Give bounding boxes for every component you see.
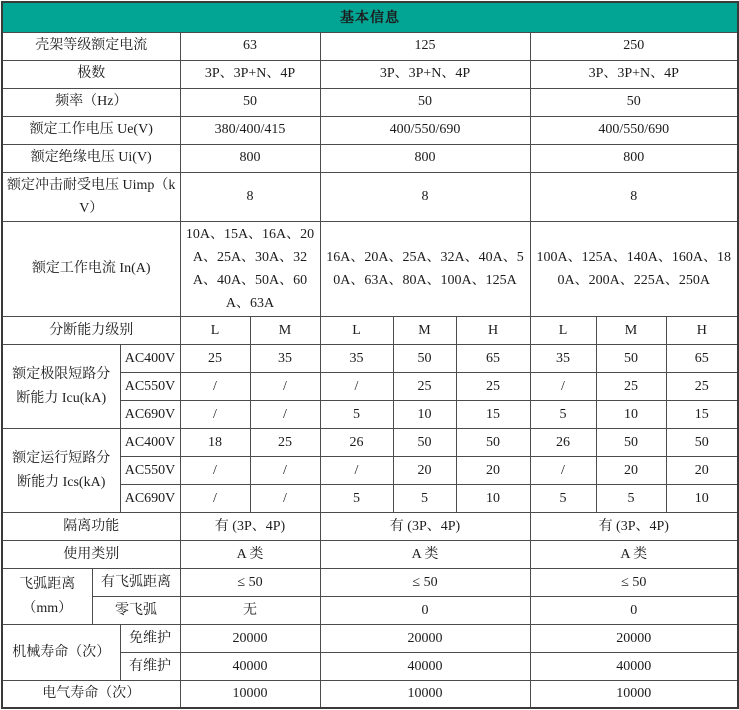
ics-value: 26: [320, 429, 393, 457]
in-label: 额定工作电流 In(A): [2, 221, 180, 316]
frame-current-value: 63: [180, 32, 320, 60]
row-mech-life-maintenance-free: [2, 625, 738, 653]
icu-value: 35: [530, 345, 596, 373]
ics-value: 50: [393, 429, 456, 457]
ics-value: 20: [596, 457, 666, 485]
in-value: 100A、125A、140A、160A、180A、200A、225A、250A: [530, 221, 738, 316]
ics-value: /: [250, 457, 320, 485]
in-value: 10A、15A、16A、20A、25A、30A、32A、40A、50A、60A、63A: [180, 221, 320, 316]
poles-value: 3P、3P+N、4P: [320, 60, 530, 88]
isolation-value: 有 (3P、4P): [320, 513, 530, 541]
icu-value: 15: [456, 401, 530, 429]
uimp-label: 额定冲击耐受电压 Uimp（kV）: [2, 172, 180, 221]
ics-value: 50: [456, 429, 530, 457]
ue-label: 额定工作电压 Ue(V): [2, 116, 180, 144]
icu-value: 50: [596, 345, 666, 373]
icu-sublabel: AC550V: [120, 373, 180, 401]
mech-life-value: 20000: [180, 625, 320, 653]
uimp-value: 8: [180, 172, 320, 221]
mech-life-value: 40000: [320, 653, 530, 681]
mech-life-value: 40000: [180, 653, 320, 681]
row-utilization-category: [2, 541, 738, 569]
icu-value: 50: [393, 345, 456, 373]
ics-value: 10: [666, 485, 738, 513]
arc-value: 无: [180, 597, 320, 625]
ui-value: 800: [180, 144, 320, 172]
icu-value: 25: [666, 373, 738, 401]
isolation-label: 隔离功能: [2, 513, 180, 541]
icu-value: 65: [456, 345, 530, 373]
icu-value: /: [250, 401, 320, 429]
elec-life-value: 10000: [180, 681, 320, 708]
mech-life-sublabel: 有维护: [120, 653, 180, 681]
ics-value: 26: [530, 429, 596, 457]
poles-label: 极数: [2, 60, 180, 88]
row-impulse-voltage-uimp: [2, 172, 738, 221]
row-ics-ac400v: [2, 429, 738, 457]
ue-value: 400/550/690: [530, 116, 738, 144]
grade-value: M: [250, 317, 320, 345]
ics-value: 50: [666, 429, 738, 457]
frequency-value: 50: [320, 88, 530, 116]
ics-value: 50: [596, 429, 666, 457]
row-insulation-voltage-ui: [2, 144, 738, 172]
category-value: A 类: [530, 541, 738, 569]
mech-life-sublabel: 免维护: [120, 625, 180, 653]
ics-value: /: [530, 457, 596, 485]
row-frame-current: [2, 32, 738, 60]
frequency-value: 50: [530, 88, 738, 116]
row-zero-arc: [2, 597, 738, 625]
ics-value: 18: [180, 429, 250, 457]
ics-value: 5: [596, 485, 666, 513]
arc-sublabel: 有飞弧距离: [92, 569, 180, 597]
uimp-value: 8: [320, 172, 530, 221]
grade-value: L: [180, 317, 250, 345]
frequency-value: 50: [180, 88, 320, 116]
grade-label: 分断能力级别: [2, 317, 180, 345]
grade-value: L: [530, 317, 596, 345]
row-arc-distance: [2, 569, 738, 597]
mech-life-label: 机械寿命（次）: [2, 625, 120, 681]
icu-value: 5: [530, 401, 596, 429]
arc-value: 0: [530, 597, 738, 625]
ics-value: /: [180, 457, 250, 485]
elec-life-value: 10000: [530, 681, 738, 708]
icu-sublabel: AC690V: [120, 401, 180, 429]
isolation-value: 有 (3P、4P): [180, 513, 320, 541]
ics-sublabel: AC400V: [120, 429, 180, 457]
ui-value: 800: [320, 144, 530, 172]
ics-sublabel: AC550V: [120, 457, 180, 485]
icu-value: 10: [596, 401, 666, 429]
arc-label: 飞弧距离（mm）: [2, 569, 92, 625]
arc-value: 0: [320, 597, 530, 625]
category-label: 使用类别: [2, 541, 180, 569]
row-rated-current-in: [2, 221, 738, 316]
ui-value: 800: [530, 144, 738, 172]
ics-label: 额定运行短路分断能力 Ics(kA): [2, 429, 120, 513]
ics-value: 5: [320, 485, 393, 513]
icu-value: 35: [250, 345, 320, 373]
ics-value: 20: [666, 457, 738, 485]
frequency-label: 频率（Hz）: [2, 88, 180, 116]
arc-value: ≤ 50: [530, 569, 738, 597]
icu-value: 65: [666, 345, 738, 373]
row-frequency: [2, 88, 738, 116]
frame-current-label: 壳架等级额定电流: [2, 32, 180, 60]
icu-value: 25: [456, 373, 530, 401]
row-rated-voltage-ue: [2, 116, 738, 144]
uimp-value: 8: [530, 172, 738, 221]
icu-value: 25: [180, 345, 250, 373]
ics-value: 25: [250, 429, 320, 457]
category-value: A 类: [320, 541, 530, 569]
icu-value: 5: [320, 401, 393, 429]
ics-value: 5: [530, 485, 596, 513]
row-isolation: [2, 513, 738, 541]
arc-value: ≤ 50: [320, 569, 530, 597]
icu-value: 10: [393, 401, 456, 429]
grade-value: H: [456, 317, 530, 345]
poles-value: 3P、3P+N、4P: [530, 60, 738, 88]
row-electrical-life: [2, 681, 738, 708]
ics-value: /: [180, 485, 250, 513]
row-poles: [2, 60, 738, 88]
icu-value: 25: [393, 373, 456, 401]
ics-value: 20: [393, 457, 456, 485]
icu-value: 15: [666, 401, 738, 429]
grade-value: L: [320, 317, 393, 345]
icu-sublabel: AC400V: [120, 345, 180, 373]
mech-life-value: 20000: [320, 625, 530, 653]
row-icu-ac400v: [2, 345, 738, 373]
mech-life-value: 20000: [530, 625, 738, 653]
ics-value: 20: [456, 457, 530, 485]
icu-value: 35: [320, 345, 393, 373]
icu-value: /: [180, 373, 250, 401]
grade-value: M: [596, 317, 666, 345]
icu-label: 额定极限短路分断能力 Icu(kA): [2, 345, 120, 429]
table-title: 基本信息: [2, 2, 738, 32]
arc-sublabel: 零飞弧: [92, 597, 180, 625]
arc-value: ≤ 50: [180, 569, 320, 597]
basic-info-table: [1, 1, 739, 709]
ics-value: 5: [393, 485, 456, 513]
grade-value: M: [393, 317, 456, 345]
header-row: [2, 2, 738, 32]
icu-value: /: [530, 373, 596, 401]
ue-value: 400/550/690: [320, 116, 530, 144]
frame-current-value: 125: [320, 32, 530, 60]
elec-life-label: 电气寿命（次）: [2, 681, 180, 708]
in-value: 16A、20A、25A、32A、40A、50A、63A、80A、100A、125A: [320, 221, 530, 316]
isolation-value: 有 (3P、4P): [530, 513, 738, 541]
mech-life-value: 40000: [530, 653, 738, 681]
icu-value: /: [320, 373, 393, 401]
ics-value: /: [250, 485, 320, 513]
icu-value: /: [180, 401, 250, 429]
ui-label: 额定绝缘电压 Ui(V): [2, 144, 180, 172]
elec-life-value: 10000: [320, 681, 530, 708]
grade-value: H: [666, 317, 738, 345]
frame-current-value: 250: [530, 32, 738, 60]
icu-value: /: [250, 373, 320, 401]
category-value: A 类: [180, 541, 320, 569]
ics-value: 10: [456, 485, 530, 513]
poles-value: 3P、3P+N、4P: [180, 60, 320, 88]
row-breaking-grade: [2, 317, 738, 345]
icu-value: 25: [596, 373, 666, 401]
ics-value: /: [320, 457, 393, 485]
ics-sublabel: AC690V: [120, 485, 180, 513]
ue-value: 380/400/415: [180, 116, 320, 144]
